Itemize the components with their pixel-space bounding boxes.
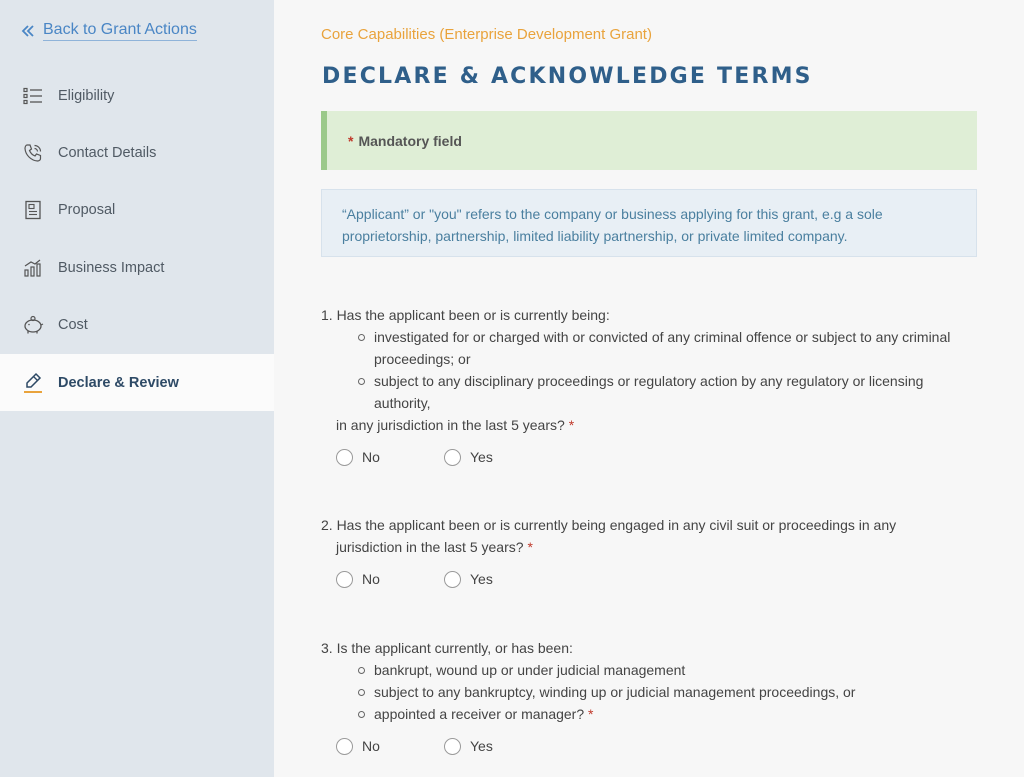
applicant-definition-info: “Applicant” or "you" refers to the company or business applying for this grant, e.g a sole proprietorship, partnership, limited liability partnership, or private limited company.: [321, 189, 977, 257]
piggy-bank-icon: [22, 314, 44, 336]
radio-yes[interactable]: [444, 446, 552, 468]
radio-group: [321, 735, 977, 757]
required-asterisk: *: [588, 706, 594, 722]
question-tail: [321, 536, 977, 558]
sidebar-item-label: Proposal: [58, 202, 116, 219]
radio-yes[interactable]: [444, 568, 552, 590]
radio-group: [321, 446, 977, 468]
radio-circle[interactable]: [336, 571, 353, 588]
list-item-text: appointed a receiver or manager?: [374, 706, 585, 722]
question-text: 1. Has the applicant been or is currently being:: [321, 307, 610, 323]
back-link-label: Back to Grant Actions: [43, 21, 197, 41]
sidebar-item-business-impact[interactable]: [0, 239, 274, 296]
list-item: investigated for or charged with or convicted of any criminal offence or subject to any criminal proceedings; or: [358, 326, 977, 370]
radio-circle[interactable]: [336, 449, 353, 466]
sidebar-item-declare-review[interactable]: [0, 354, 274, 411]
sidebar-item-label: Contact Details: [58, 145, 157, 162]
page-title: DECLARE & ACKNOWLEDGE TERMS: [322, 64, 813, 89]
question-tail: [321, 414, 977, 436]
bar-chart-icon: [22, 257, 44, 279]
radio-circle[interactable]: [444, 449, 461, 466]
radio-circle[interactable]: [336, 738, 353, 755]
double-chevron-left-icon: [20, 23, 36, 39]
page-subtitle: Core Capabilities (Enterprise Development Grant): [321, 26, 652, 43]
sidebar-item-cost[interactable]: [0, 297, 274, 354]
radio-label: Yes: [470, 738, 493, 754]
sidebar-item-label: Business Impact: [58, 259, 165, 276]
sidebar-item-contact-details[interactable]: [0, 124, 274, 181]
sidebar: [0, 0, 274, 777]
radio-circle[interactable]: [444, 571, 461, 588]
question-1: [321, 304, 977, 468]
mandatory-label: Mandatory field: [358, 132, 462, 149]
question-2: [321, 514, 977, 590]
radio-label: No: [362, 738, 380, 754]
radio-label: No: [362, 449, 380, 465]
question-tail-text: jurisdiction in the last 5 years?: [336, 539, 524, 555]
question-3: [321, 637, 977, 757]
list-item: [358, 703, 977, 725]
sidebar-item-proposal[interactable]: [0, 182, 274, 239]
radio-no[interactable]: [336, 446, 444, 468]
document-icon: [22, 199, 44, 221]
sidebar-item-eligibility[interactable]: [0, 67, 274, 124]
required-asterisk: *: [527, 539, 533, 555]
radio-label: Yes: [470, 449, 493, 465]
sidebar-nav: [0, 67, 274, 411]
required-asterisk: *: [348, 132, 354, 149]
phone-icon: [22, 142, 44, 164]
question-text: 3. Is the applicant currently, or has been:: [321, 640, 573, 656]
radio-label: No: [362, 571, 380, 587]
sidebar-item-label: Cost: [58, 317, 88, 334]
radio-yes[interactable]: [444, 735, 552, 757]
mandatory-field-notice: [321, 111, 977, 170]
question-tail-text: in any jurisdiction in the last 5 years?: [336, 417, 565, 433]
pen-icon: [22, 372, 44, 394]
sidebar-item-label: Declare & Review: [58, 374, 179, 391]
radio-circle[interactable]: [444, 738, 461, 755]
radio-group: [321, 568, 977, 590]
question-bullets: [321, 326, 977, 414]
back-to-grant-actions-link[interactable]: [20, 21, 197, 41]
radio-no[interactable]: [336, 735, 444, 757]
radio-no[interactable]: [336, 568, 444, 590]
sidebar-item-label: Eligibility: [58, 87, 115, 104]
required-asterisk: *: [568, 417, 575, 433]
question-bullets: [321, 659, 977, 725]
question-text: 2. Has the applicant been or is currently being engaged in any civil suit or proceedings in any: [321, 517, 897, 533]
list-item: bankrupt, wound up or under judicial management: [358, 659, 977, 681]
list-icon: [22, 85, 44, 107]
list-item: subject to any bankruptcy, winding up or judicial management proceedings, or: [358, 681, 977, 703]
list-item: subject to any disciplinary proceedings or regulatory action by any regulatory or licensing authority,: [358, 370, 977, 414]
radio-label: Yes: [470, 571, 493, 587]
